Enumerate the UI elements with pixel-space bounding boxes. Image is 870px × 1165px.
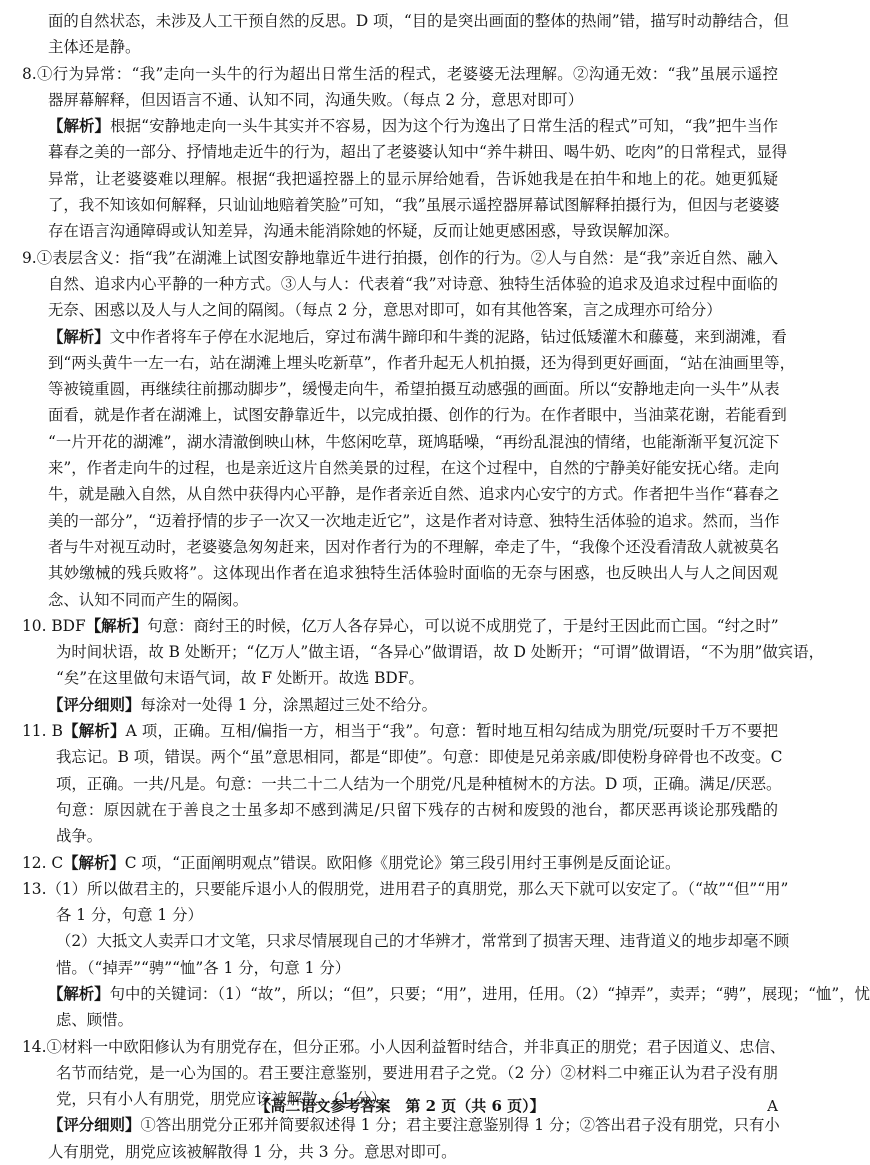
line-text: 存在语言沟通障碍或认知差异，沟通未能消除她的怀疑，反而让她更感困惑，导致误解加深。	[48, 222, 680, 241]
text-line	[22, 455, 778, 481]
line-text: 根据“安静地走向一头牛其实并不容易，因为这个行为逸出了日常生活的程式”可知，“我”把牛当作	[110, 117, 778, 136]
line-text: “矣”在这里做句末语气词，故 F 处断开。故选 BDF。	[56, 669, 424, 688]
line-text: 异常，让老婆婆难以理解。根据“我把遥控器上的显示屏给她看，告诉她我是在拍牛和地上的花。她更狐疑	[48, 169, 778, 188]
line-text: 面的自然状态，未涉及人工干预自然的反思。D 项，“目的是突出画面的整体的热闹”错，描写时动静结合，但	[48, 12, 789, 30]
line-text: ①答出朋党分正邪并简要叙述得 1 分；君主要注意鉴别得 1 分；②答出君子没有朋党，只有小	[140, 1116, 780, 1135]
line-text: 我忘记。B 项，错误。两个“虽”意思相同，都是“即使”。句意：即使是兄弟亲戚/即使粉身碎骨也不改变。C	[56, 748, 783, 767]
text-line	[22, 1034, 786, 1060]
line-text: 来”，作者走向牛的过程，也是亲近这片自然美景的过程，在这个过程中，自然的宁静美好能安抚心绪。走向	[48, 459, 780, 478]
section-label: 【解析】	[85, 616, 148, 635]
text-line	[22, 771, 782, 797]
text-line	[22, 87, 778, 113]
text-line	[22, 402, 787, 428]
line-text: 9.①表层含义：指“我”在湖滩上试图安静地靠近牛进行拍摄，创作的行为。②人与自然：是“我”亲近自然、融入	[22, 248, 778, 267]
text-line	[22, 350, 795, 376]
text-line	[22, 139, 788, 165]
text-line	[22, 902, 778, 928]
text-line	[22, 192, 778, 218]
line-text: 暮春之美的一部分、抒情地走近牛的行为，超出了老婆婆认知中“养牛耕田、喝牛奶、吃肉”的日常程式，显得	[48, 143, 788, 162]
text-line	[22, 613, 778, 639]
section-label: 【解析】	[48, 327, 110, 346]
paper-version-letter: A	[767, 1097, 778, 1115]
line-text: 12. C	[22, 853, 64, 872]
line-text: 者与牛对视互动时，老婆婆急匆匆赶来，因对作者行为的不理解，牵走了牛，“我像个还没看清敌人就被莫名	[48, 537, 780, 556]
text-line	[22, 429, 778, 455]
text-line	[22, 113, 778, 139]
line-text: 项，正确。一共/凡是。句意：一共二十二人结为一个朋党/凡是种植树木的方法。D 项，正确。满足/厌恶。	[56, 774, 782, 793]
line-text: 到“两头黄牛一左一右，站在湖滩上埋头吃新草”，作者升起无人机拍摄，还为得到更好画面，“站在油画里等，	[48, 353, 795, 372]
section-label: 【解析】	[62, 722, 126, 741]
text-line	[22, 639, 824, 665]
text-line	[22, 534, 778, 560]
text-line	[22, 692, 778, 718]
section-label: 【评分细则】	[48, 695, 141, 714]
line-text: 人有朋党，朋党应该被解散得 1 分，共 3 分。意思对即可。	[48, 1142, 457, 1161]
line-text: 战争。	[56, 827, 103, 846]
text-line	[22, 955, 778, 981]
text-line	[22, 8, 789, 34]
line-text: 虑、顾惜。	[56, 1011, 133, 1030]
text-line	[22, 34, 778, 60]
line-text: 句中的关键词：（1）“故”，所以；“但”，只要；“用”，进用，任用。（2）“掉弄”，卖弄；“骋”，展现；“恤”，忧	[109, 984, 870, 1003]
text-line	[22, 61, 778, 87]
line-text: 惜。（“掉弄”“骋”“恤”各 1 分，句意 1 分）	[56, 958, 351, 977]
line-text: 文中作者将车子停在水泥地后，穿过布满牛蹄印和牛粪的泥路，钻过低矮灌木和藤蔓，来到湖滩，看	[109, 327, 787, 346]
section-label: 【解析】	[63, 853, 125, 872]
line-text: 8.①行为异常：“我”走向一头牛的行为超出日常生活的程式，老婆婆无法理解。②沟通无效：“我”虽展示遥控	[22, 64, 778, 83]
text-line	[22, 271, 778, 297]
line-text: 11. B	[22, 722, 63, 741]
text-line	[22, 665, 778, 691]
text-line	[22, 560, 778, 586]
line-text: “一片开花的湖滩”，湖水清澈倒映山林，牛悠闲吃草，斑鸠聒噪，“再纷乱混浊的情绪，也能渐渐平复沉淀下	[48, 432, 780, 451]
line-text: 念、认知不同而产生的隔阂。	[48, 590, 249, 609]
line-text: 各 1 分，句意 1 分）	[56, 906, 203, 925]
line-text: 美的一部分”，“迈着抒情的步子一次又一次地走近它”，这是作者对诗意、独特生活体验的追求。然而，当作	[48, 511, 780, 530]
line-text: 句意：原因就在于善良之士虽多却不感到满足/只留下残存的古树和废毁的池台，都厌恶再谈论那残酷的	[56, 800, 778, 819]
text-line	[22, 981, 870, 1007]
line-text: A 项，正确。互相/偏指一方，相当于“我”。句意：暂时地互相勾结成为朋党/玩耍时千万不要把	[125, 722, 778, 741]
text-line	[22, 718, 778, 744]
line-text: 自然、追求内心平静的一种方式。③人与人：代表着“我”对诗意、独特生活体验的追求及追求过程中面临的	[48, 274, 778, 293]
line-text: 句意：商纣王的时候，亿万人各存异心，可以说不成朋党了，于是纣王因此而亡国。“纣之时”	[147, 616, 779, 635]
line-text: （2）大抵文人卖弄口才文笔，只求尽情展现自己的才华辨才，常常到了损害天理、违背道义的地步却毫不顾	[56, 932, 790, 951]
text-line	[22, 744, 783, 770]
line-text: 等被镜重圆，再继续往前挪动脚步”，缓慢走向牛，希望拍摄互动感强的画面。所以“安静地走向一头牛”从表	[48, 380, 780, 399]
line-text: 器屏幕解释，但因语言不通、认知不同，沟通失败。（每点 2 分，意思对即可）	[48, 90, 584, 109]
text-line	[22, 166, 778, 192]
line-text: 10. BDF	[22, 616, 86, 635]
section-label: 【解析】	[48, 117, 111, 136]
text-line	[22, 1139, 778, 1165]
line-text: 名节而结党，是一心为国的。君王要注意鉴别，要进用君子之党。（2 分）②材料二中雍正认为君子没有朋	[56, 1063, 778, 1082]
line-text: 党，只有小人有朋党，朋党应该被解散。（1 分）	[56, 1090, 387, 1109]
text-line	[22, 324, 787, 350]
answer-text-body	[22, 8, 870, 1165]
text-line	[22, 218, 778, 244]
line-text: 每涂对一处得 1 分，涂黑超过三处不给分。	[140, 695, 437, 714]
line-text: C 项，“正面阐明观点”错误。欧阳修《朋党论》第三段引用纣王事例是反面论证。	[124, 853, 681, 872]
line-text: 其妙缴械的残兵败将”。这体现出作者在追求独特生活体验时面临的无奈与困惑，也反映出人与人之间因观	[48, 564, 778, 583]
line-text: 13.（1）所以做君主的，只要能斥退小人的假朋党，进用君子的真朋党，那么天下就可以安定了。（“故”“但”“用”	[22, 879, 789, 898]
text-line	[22, 376, 778, 402]
line-text: 14.①材料一中欧阳修认为有朋党存在，但分正邪。小人因利益暂时结合，并非真正的朋党；君子因道义、忠信、	[22, 1037, 786, 1056]
line-text: 为时间状语，故 B 处断开；“亿万人”做主语，“各异心”做谓语，故 D 处断开；“可谓”做谓语，“不为朋”做宾语，	[56, 643, 824, 662]
line-text: 牛，就是融入自然，从自然中获得内心平静，是作者亲近自然、追求内心安宁的方式。作者把牛当作“暮春之	[48, 485, 780, 504]
text-line	[22, 928, 790, 954]
section-label: 【评分细则】	[48, 1116, 141, 1135]
page-footer: 【高二语文参考答案 第 2 页（共 6 页）】	[255, 1097, 545, 1115]
line-text: 面看，就是作者在湖滩上，试图安静靠近牛，以完成拍摄、创作的行为。在作者眼中，当油菜花谢，若能看到	[48, 406, 787, 425]
text-line	[22, 297, 778, 323]
line-text: 了，我不知该如何解释，只讪讪地赔着笑脸”可知，“我”虽展示遥控器屏幕试图解释拍摄行为，但因与老婆婆	[48, 196, 780, 215]
text-line	[22, 481, 778, 507]
section-label: 【解析】	[48, 984, 110, 1003]
text-line	[22, 508, 778, 534]
text-line	[22, 587, 778, 613]
text-line	[22, 823, 778, 849]
line-text: 无奈、困惑以及人与人之间的隔阂。（每点 2 分，意思对即可，如有其他答案，言之成理亦可给分）	[48, 301, 722, 320]
text-line	[22, 797, 778, 823]
line-text: 主体还是静。	[48, 38, 141, 57]
text-line	[22, 876, 789, 902]
text-line	[22, 850, 778, 876]
text-line	[22, 245, 778, 271]
text-line	[22, 1007, 778, 1033]
text-line	[22, 1060, 778, 1086]
